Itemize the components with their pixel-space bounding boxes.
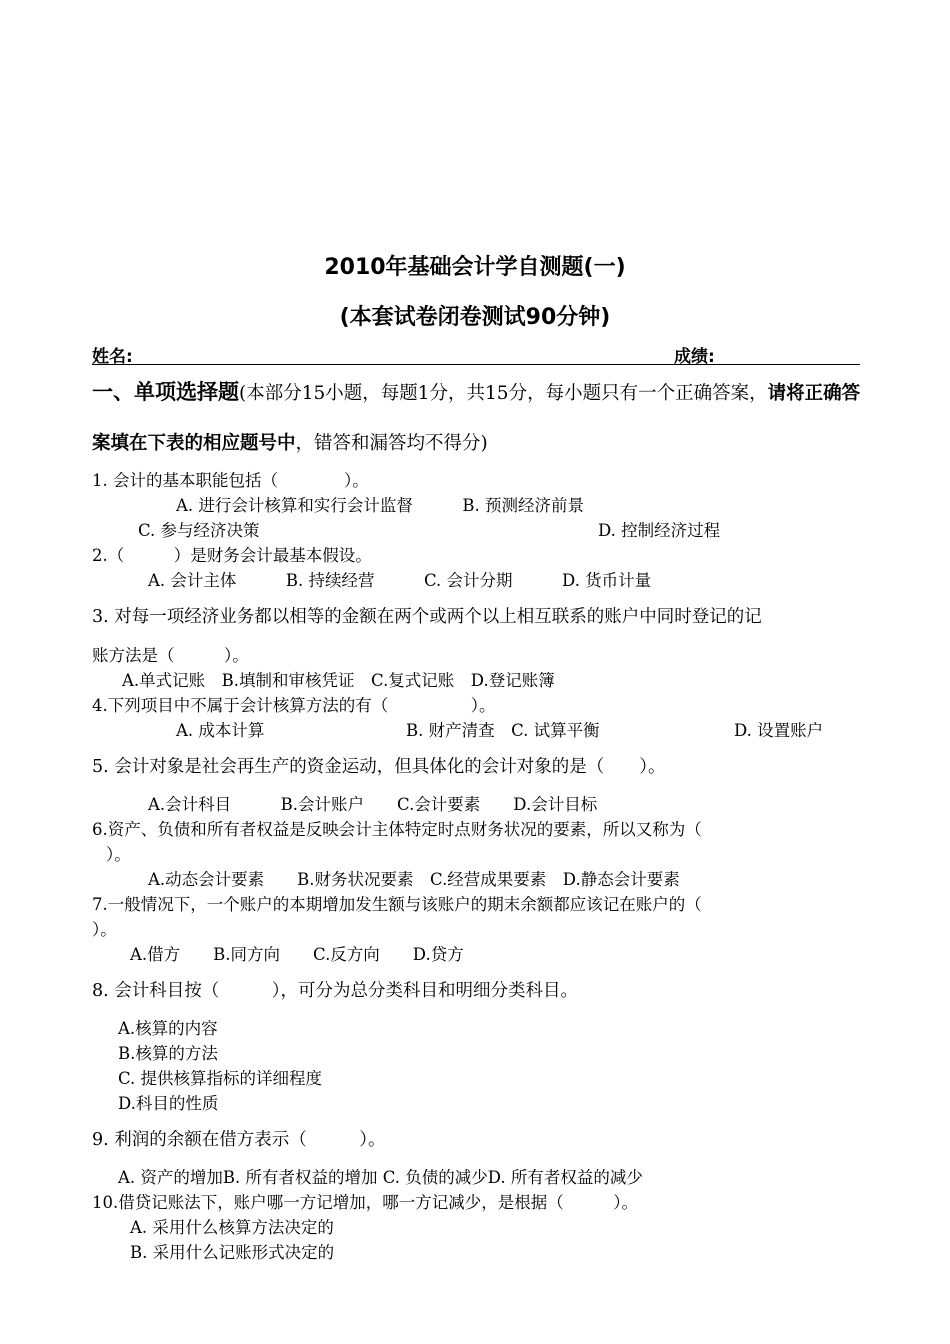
question-9: 9. 利润的余额在借方表示（ ）。: [92, 1130, 386, 1150]
q2-options: A. 会计主体 B. 持续经营 C. 会计分期 D. 货币计量: [148, 571, 652, 590]
question-8: 8. 会计科目按（ ），可分为总分类科目和明细分类科目。: [92, 981, 579, 1001]
q9-options: A. 资产的增加B. 所有者权益的增加 C. 负债的减少D. 所有者权益的减少: [118, 1168, 643, 1187]
q8-option-d: D.科目的性质: [118, 1094, 219, 1113]
q7-options: A.借方 B.同方向 C.反方向 D.贷方: [130, 945, 464, 964]
q4-option-bc: B. 财产清查 C. 试算平衡: [406, 721, 600, 740]
section-title: 一、单项选择题: [92, 380, 239, 404]
section-desc-b: ，错答和漏答均不得分): [295, 433, 488, 454]
q10-option-b: B. 采用什么记账形式决定的: [130, 1243, 335, 1262]
q4-option-d: D. 设置账户: [734, 721, 824, 740]
question-7: 7.一般情况下，一个账户的本期增加发生额与该账户的期末余额都应该记在账户的（: [92, 895, 702, 914]
q8-option-b: B.核算的方法: [118, 1044, 218, 1063]
section-desc-bold: 请将正确答案填在下表的相应题号中: [92, 383, 861, 454]
page-title: 2010年基础会计学自测题(一): [324, 255, 626, 280]
q1-option-c: C. 参与经济决策: [138, 521, 260, 540]
q5-options: A.会计科目 B.会计账户 C.会计要素 D.会计目标: [148, 795, 598, 814]
question-7-cont: ）。: [92, 920, 117, 939]
q8-option-a: A.核算的内容: [118, 1019, 218, 1038]
question-10: 10.借贷记账法下，账户哪一方记增加，哪一方记减少，是根据（ ）。: [92, 1193, 638, 1212]
question-1: 1. 会计的基本职能包括（ ）。: [92, 471, 369, 490]
q8-option-c: C. 提供核算指标的详细程度: [118, 1069, 323, 1088]
question-3: 3. 对每一项经济业务都以相等的金额在两个或两个以上相互联系的账户中同时登记的记: [92, 607, 762, 627]
question-3-cont: 账方法是（ ）。: [92, 646, 249, 665]
q1-option-d: D. 控制经济过程: [598, 521, 721, 540]
q3-options: A.单式记账 B.填制和审核凭证 C.复式记账 D.登记账簿: [122, 671, 555, 690]
question-2: 2.（ ）是财务会计最基本假设。: [92, 546, 372, 565]
q1-option-ab: A. 进行会计核算和实行会计监督 B. 预测经济前景: [176, 496, 585, 515]
question-4: 4.下列项目中不属于会计核算方法的有（ ）。: [92, 696, 496, 715]
student-info-bar: [92, 340, 860, 365]
score-label: 成绩:: [674, 347, 715, 367]
q4-option-a: A. 成本计算: [176, 721, 265, 740]
section-desc-a: (本部分15小题，每题1分，共15分，每小题只有一个正确答案，: [239, 383, 768, 404]
q6-options: A.动态会计要素 B.财务状况要素 C.经营成果要素 D.静态会计要素: [148, 870, 680, 889]
question-6: 6.资产、负债和所有者权益是反映会计主体特定时点财务状况的要素，所以又称为（: [92, 820, 702, 839]
q10-option-a: A. 采用什么核算方法决定的: [130, 1218, 334, 1237]
question-6-cont: ）。: [106, 845, 131, 864]
question-5: 5. 会计对象是社会再生产的资金运动，但具体化的会计对象的是（ ）。: [92, 757, 666, 777]
page-subtitle: (本套试卷闭卷测试90分钟): [339, 305, 611, 330]
name-label: 姓名:: [92, 347, 133, 367]
section-instructions: [92, 367, 867, 469]
